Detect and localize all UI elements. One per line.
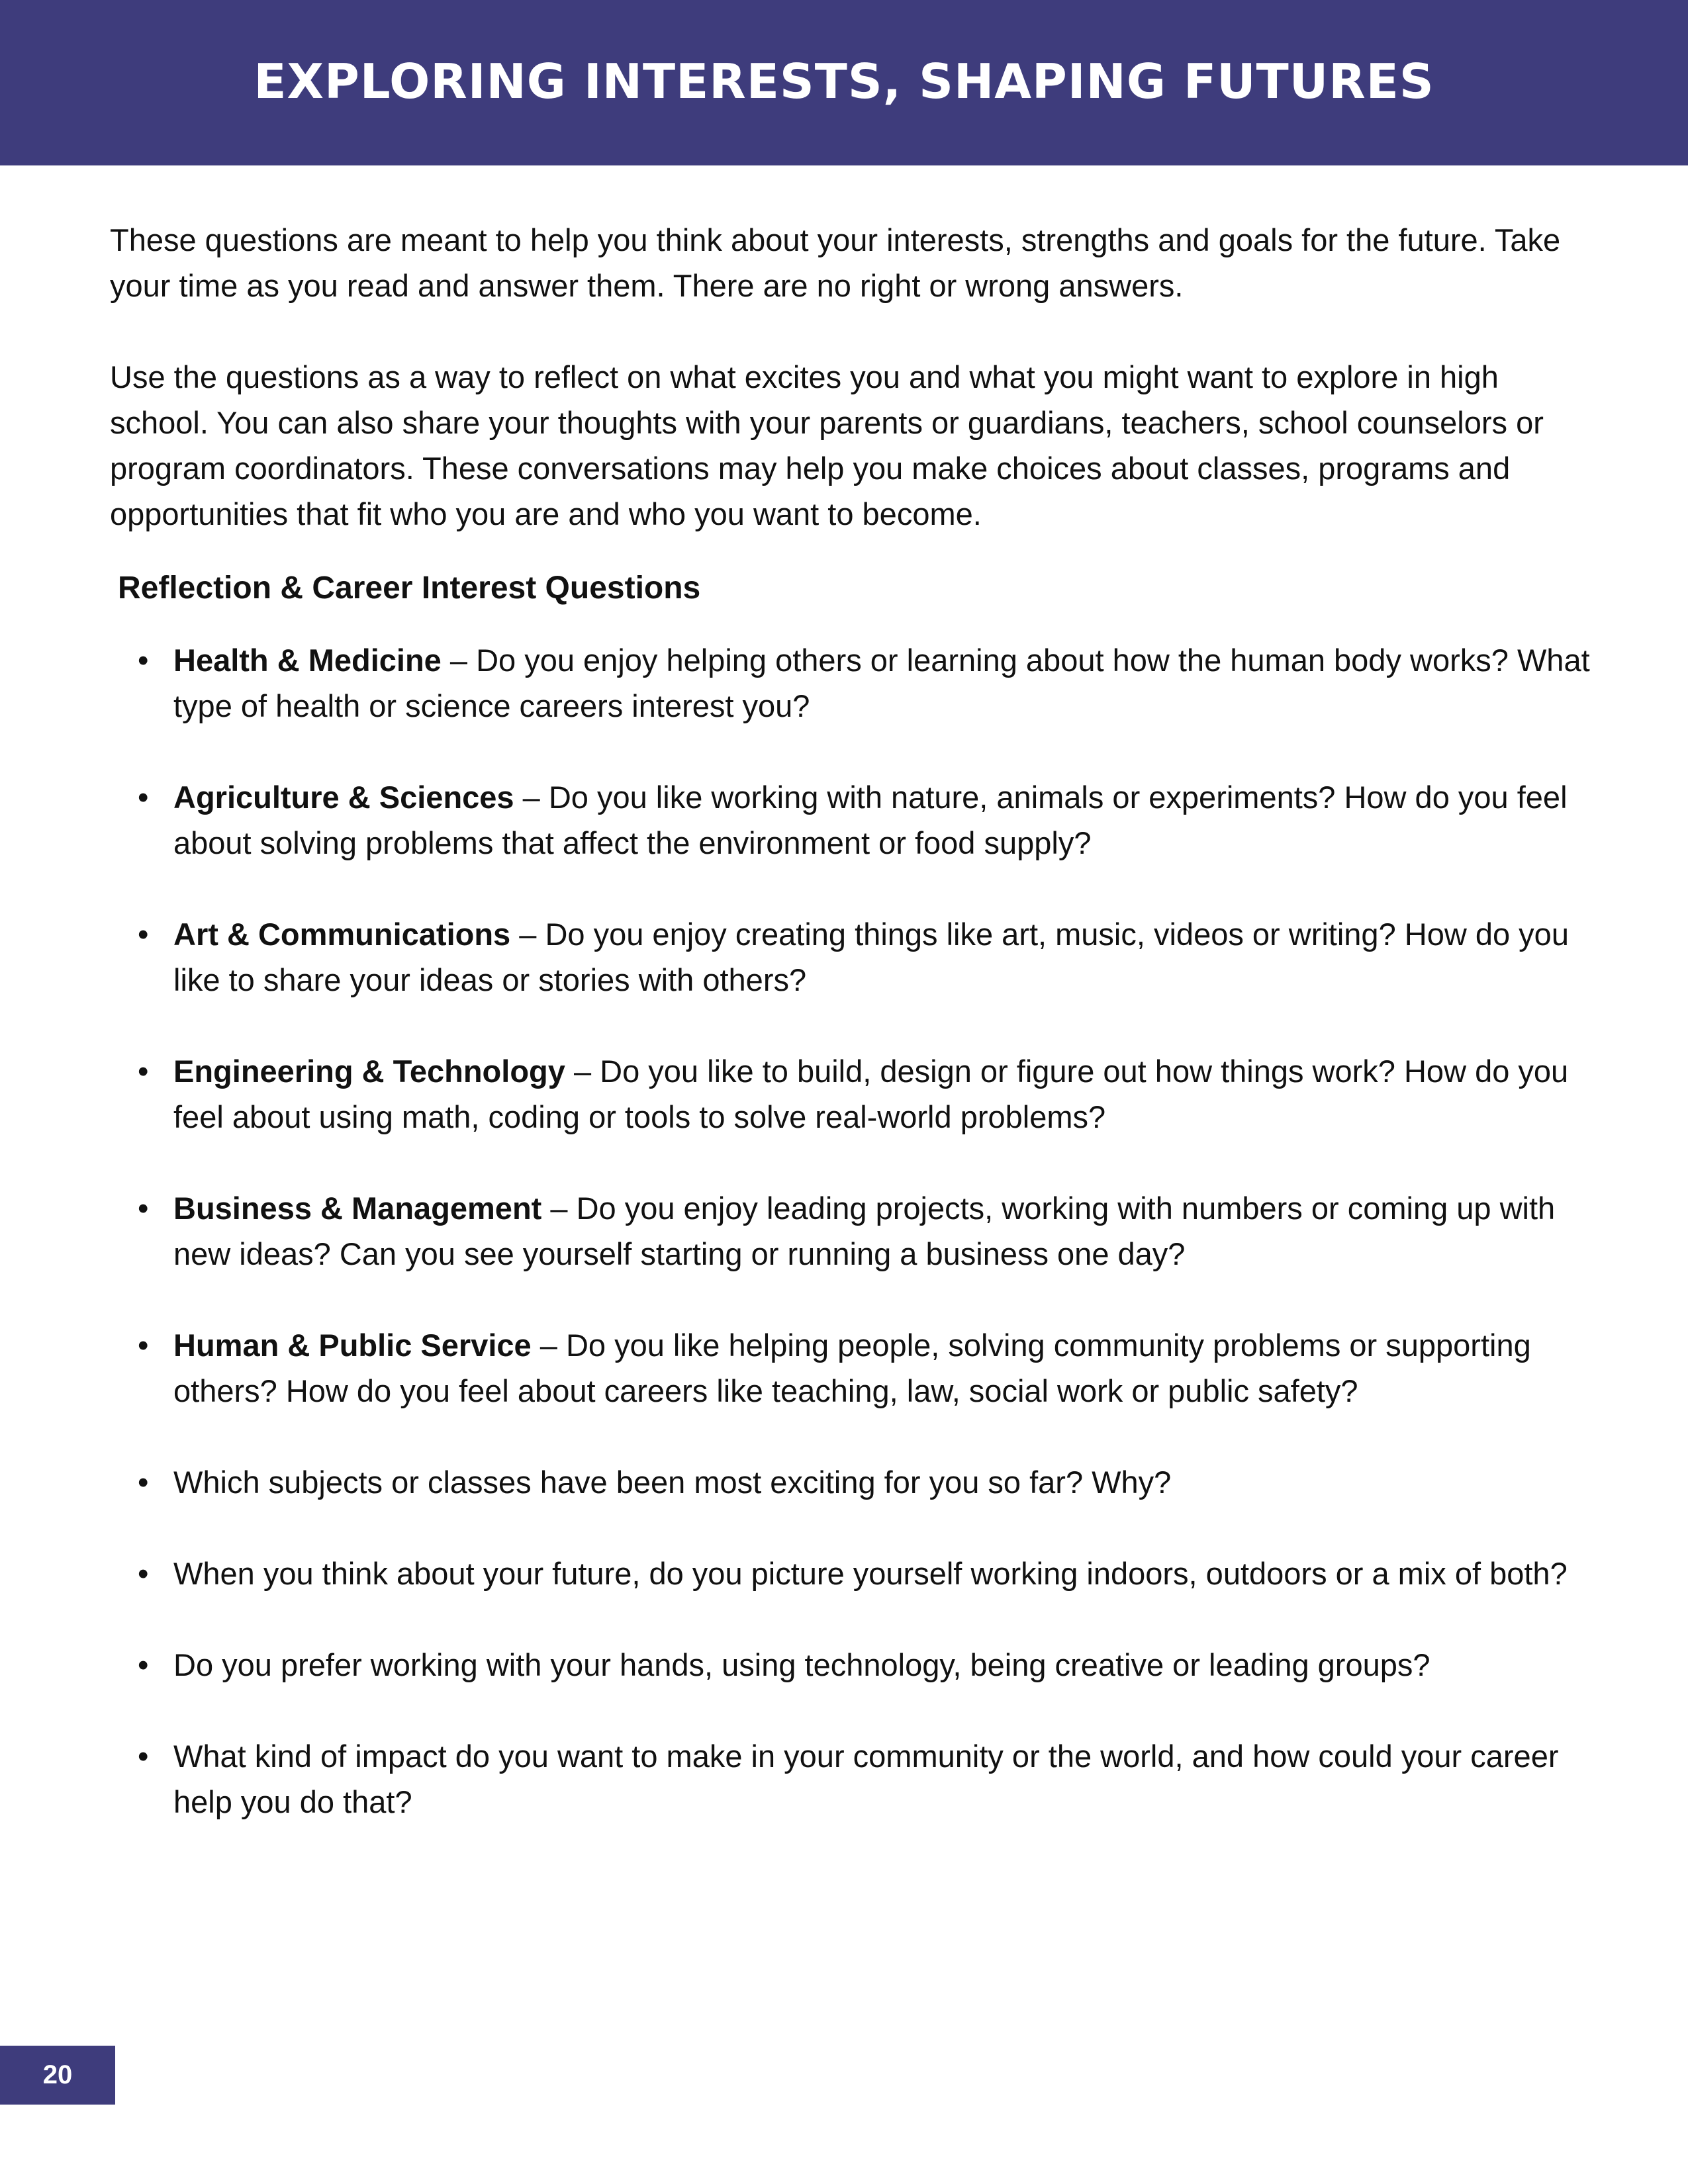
page-title: EXPLORING INTERESTS, SHAPING FUTURES [254, 54, 1434, 109]
bullet-icon: • [138, 1647, 149, 1682]
bullet-icon: • [138, 917, 149, 952]
list-item [110, 1642, 1593, 1688]
bullet-icon: • [138, 1328, 149, 1363]
question-category: Business & Management [173, 1191, 542, 1226]
list-item [110, 1551, 1593, 1596]
page-number-badge [0, 2046, 115, 2105]
list-item [110, 1459, 1593, 1505]
bullet-icon: • [138, 1465, 149, 1500]
question-category: Agriculture & Sciences [173, 780, 514, 815]
question-text: – Do you enjoy leading projects, working with numbers or coming up with new ideas? Can you see yourself starting or running a business one day? [173, 1191, 1556, 1271]
bullet-icon: • [138, 643, 149, 678]
question-category: Human & Public Service [173, 1328, 532, 1363]
question-category: Health & Medicine [173, 643, 442, 678]
list-item [110, 1048, 1593, 1140]
question-category: Art & Communications [173, 917, 511, 952]
header-band [0, 0, 1688, 165]
section-heading: Reflection & Career Interest Questions [118, 570, 701, 606]
intro-paragraph-1: These questions are meant to help you think about your interests, strengths and goals for the future. Take your time as you read and answer them. There are no right or wrong answers. [110, 222, 1561, 303]
question-text: What kind of impact do you want to make in your community or the world, and how could your career help you do that? [173, 1739, 1559, 1819]
list-item [110, 1733, 1593, 1825]
list-item [110, 1322, 1593, 1414]
list-item [110, 774, 1593, 866]
question-text: When you think about your future, do you picture yourself working indoors, outdoors or a mix of both? [173, 1556, 1568, 1591]
bullet-icon: • [138, 780, 149, 815]
question-category: Engineering & Technology [173, 1054, 565, 1089]
question-text: – Do you enjoy helping others or learning about how the human body works? What type of health or science careers interest you? [173, 643, 1590, 723]
bullet-icon: • [138, 1054, 149, 1089]
list-item [110, 637, 1593, 729]
bullet-icon: • [138, 1739, 149, 1774]
question-text: Do you prefer working with your hands, using technology, being creative or leading groups? [173, 1647, 1430, 1682]
question-text: – Do you like helping people, solving community problems or supporting others? How do you feel about careers like teaching, law, social work or public safety? [173, 1328, 1531, 1408]
bullet-icon: • [138, 1556, 149, 1591]
question-list [110, 637, 1593, 1825]
question-text: – Do you enjoy creating things like art, music, videos or writing? How do you like to share your ideas or stories with others? [173, 917, 1569, 997]
list-item [110, 911, 1593, 1003]
question-text: – Do you like to build, design or figure out how things work? How do you feel about using math, coding or tools to solve real-world problems? [173, 1054, 1569, 1134]
intro-paragraph-2: Use the questions as a way to reflect on what excites you and what you might want to explore in high school. You can also share your thoughts with your parents or guardians, teachers, school counselors or program coordinators. These conversations may help you make choices about classes, programs and opportunities that fit who you are and who you want to become. [110, 359, 1544, 531]
bullet-icon: • [138, 1191, 149, 1226]
main-content [110, 217, 1593, 1870]
question-text: – Do you like working with nature, animals or experiments? How do you feel about solving problems that affect the environment or food supply? [173, 780, 1568, 860]
page-number: 20 [42, 2060, 73, 2089]
list-item [110, 1185, 1593, 1277]
question-text: Which subjects or classes have been most exciting for you so far? Why? [173, 1465, 1172, 1500]
